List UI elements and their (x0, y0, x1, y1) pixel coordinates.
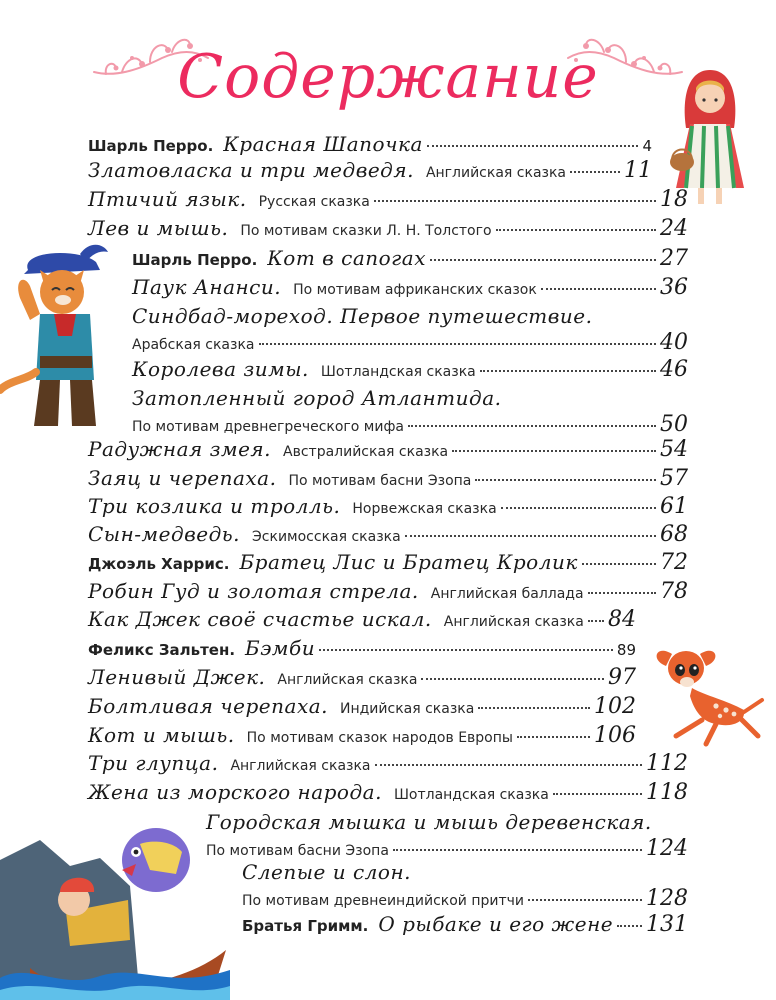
toc-dot-leader (480, 370, 656, 372)
toc-page-number: 78 (660, 579, 688, 604)
toc-story-title: Ленивый Джек. (88, 665, 266, 689)
toc-story-title: Заяц и черепаха. (88, 466, 277, 490)
toc-page-number: 54 (660, 437, 688, 462)
toc-story-note: Арабская сказка (132, 337, 255, 353)
toc-story-title: Кот и мышь. (88, 723, 235, 747)
toc-dot-leader (617, 925, 642, 927)
toc-story-title: Слепые и слон. (242, 860, 411, 884)
toc-page-number: 131 (646, 912, 688, 937)
toc-entry (242, 912, 688, 942)
toc-page-number: 24 (660, 216, 688, 241)
toc-story-title: Златовласка и три медведя. (88, 158, 414, 182)
toc-author: Шарль Перро. (132, 251, 258, 269)
toc-entry (88, 494, 688, 524)
toc-page-number: 50 (660, 412, 688, 437)
toc-story-note: Шотландская сказка (393, 787, 549, 803)
toc-story-note: Шотландская сказка (320, 364, 476, 380)
toc-story-title: Сын-медведь. (88, 522, 241, 546)
toc-story-note: По мотивам африканских сказок (293, 282, 537, 298)
toc-story-title: Жена из морского народа. (88, 780, 382, 804)
toc-story-title: Как Джек своё счастье искал. (88, 607, 432, 631)
toc-story-note: Норвежская сказка (352, 501, 497, 517)
toc-entry (88, 751, 688, 781)
toc-page-number: 124 (646, 836, 688, 861)
toc-dot-leader (452, 450, 656, 452)
toc-entry (88, 158, 652, 188)
toc-story-title: Синдбад-мореход. Первое путешествие. (132, 304, 593, 328)
toc-author: Братья Гримм. (242, 917, 369, 935)
toc-story-note: Эскимосская сказка (252, 529, 401, 545)
toc-story-note: По мотивам сказки Л. Н. Толстого (240, 223, 492, 239)
toc-entry (132, 386, 502, 410)
toc-page-number: 112 (646, 751, 688, 776)
toc-dot-leader (421, 678, 604, 680)
toc-story-title: О рыбаке и его жене (378, 912, 614, 936)
toc-dot-leader (517, 736, 590, 738)
toc-story-note: Английская сказка (230, 758, 371, 774)
toc-entry (242, 860, 411, 884)
page-title: Содержание (177, 42, 599, 112)
toc-entry (88, 723, 636, 753)
toc-story-title: Три глупца. (88, 751, 219, 775)
toc-entry (132, 304, 592, 328)
toc-story-title: Кот в сапогах (267, 246, 426, 270)
toc-story-title: Робин Гуд и золотая стрела. (88, 579, 419, 603)
toc-dot-leader (588, 592, 656, 594)
toc-entry (88, 187, 688, 217)
toc-page-number: 4 (642, 137, 652, 155)
toc-entry (88, 665, 636, 695)
toc-dot-leader (375, 764, 642, 766)
toc-dot-leader (528, 899, 642, 901)
toc-story-title: Городская мышка и мышь деревенская. (206, 810, 652, 834)
puss-in-boots-illustration (0, 240, 120, 430)
toc-entry (132, 357, 688, 387)
toc-story-note: Английская сказка (443, 614, 584, 630)
toc-entry (88, 437, 688, 467)
toc-story-title: Братец Лис и Братец Кролик (239, 550, 578, 574)
toc-dot-leader (501, 507, 656, 509)
toc-story-title: Три козлика и тролль. (88, 494, 341, 518)
toc-entry (88, 780, 688, 810)
toc-story-note: По мотивам басни Эзопа (206, 843, 389, 859)
toc-story-title: Красная Шапочка (223, 132, 423, 156)
toc-page-number: 27 (660, 246, 688, 271)
toc-page-number: 61 (660, 494, 688, 519)
toc-entry (88, 694, 636, 724)
toc-dot-leader (582, 563, 656, 565)
toc-story-note: Английская сказка (425, 165, 567, 181)
toc-dot-leader (427, 145, 639, 147)
toc-story-note: Австралийская сказка (283, 444, 449, 460)
toc-dot-leader (319, 649, 613, 651)
toc-author: Шарль Перро. (88, 137, 214, 155)
toc-entry (88, 607, 636, 637)
toc-entry (88, 466, 688, 496)
toc-entry (88, 579, 688, 609)
toc-dot-leader (405, 535, 656, 537)
toc-page-number: 46 (660, 357, 688, 382)
toc-story-title: Бэмби (245, 636, 316, 660)
toc-page-number: 18 (660, 187, 688, 212)
toc-dot-leader (478, 707, 590, 709)
toc-entry (132, 246, 688, 276)
fawn-deer-illustration (646, 640, 766, 750)
toc-dot-leader (393, 849, 642, 851)
toc-page-number: 72 (660, 550, 688, 575)
toc-author: Джоэль Харрис. (88, 555, 230, 573)
toc-dot-leader (496, 229, 656, 231)
toc-entry (88, 522, 688, 552)
toc-story-note: По мотивам басни Эзопа (288, 473, 472, 489)
toc-story-note: По мотивам сказок народов Европы (246, 730, 513, 746)
toc-author: Феликс Зальтен. (88, 641, 236, 659)
toc-dot-leader (570, 171, 620, 173)
toc-entry (88, 550, 688, 580)
toc-dot-leader (430, 259, 656, 261)
toc-story-note: Английская сказка (277, 672, 418, 688)
toc-page-number: 57 (660, 466, 688, 491)
toc-dot-leader (408, 425, 656, 427)
toc-dot-leader (588, 620, 604, 622)
toc-page-number: 118 (646, 780, 688, 805)
toc-story-title: Паук Ананси. (132, 275, 282, 299)
toc-dot-leader (541, 288, 656, 290)
toc-page-number: 11 (624, 158, 652, 183)
toc-page-number: 102 (594, 694, 636, 719)
toc-page-number: 89 (616, 641, 636, 659)
toc-story-title: Королева зимы. (132, 357, 309, 381)
fisherman-boat-illustration (0, 800, 230, 1000)
toc-dot-leader (374, 200, 656, 202)
toc-page-number: 84 (608, 607, 636, 632)
toc-story-title: Лев и мышь. (88, 216, 229, 240)
toc-entry (88, 216, 688, 246)
toc-story-note: Английская баллада (430, 586, 584, 602)
toc-page-number: 68 (660, 522, 688, 547)
toc-dot-leader (475, 479, 656, 481)
toc-page-number: 36 (660, 275, 688, 300)
toc-page-number: 128 (646, 886, 688, 911)
toc-entry-continuation (132, 330, 688, 360)
toc-story-note: По мотивам древнеиндийской притчи (242, 893, 525, 909)
toc-dot-leader (553, 793, 642, 795)
toc-page-number: 40 (660, 330, 688, 355)
toc-story-title: Радужная змея. (88, 437, 272, 461)
toc-page-number: 106 (594, 723, 636, 748)
toc-story-title: Затопленный город Атлантида. (132, 386, 502, 410)
toc-story-note: Русская сказка (258, 194, 370, 210)
toc-story-title: Птичий язык. (88, 187, 247, 211)
toc-entry (206, 810, 652, 834)
toc-dot-leader (259, 343, 657, 345)
toc-story-note: Индийская сказка (340, 701, 475, 717)
toc-story-note: По мотивам древнегреческого мифа (132, 419, 405, 435)
toc-page-number: 97 (608, 665, 636, 690)
toc-entry (132, 275, 688, 305)
toc-story-title: Болтливая черепаха. (88, 694, 328, 718)
toc-entry (88, 636, 636, 666)
